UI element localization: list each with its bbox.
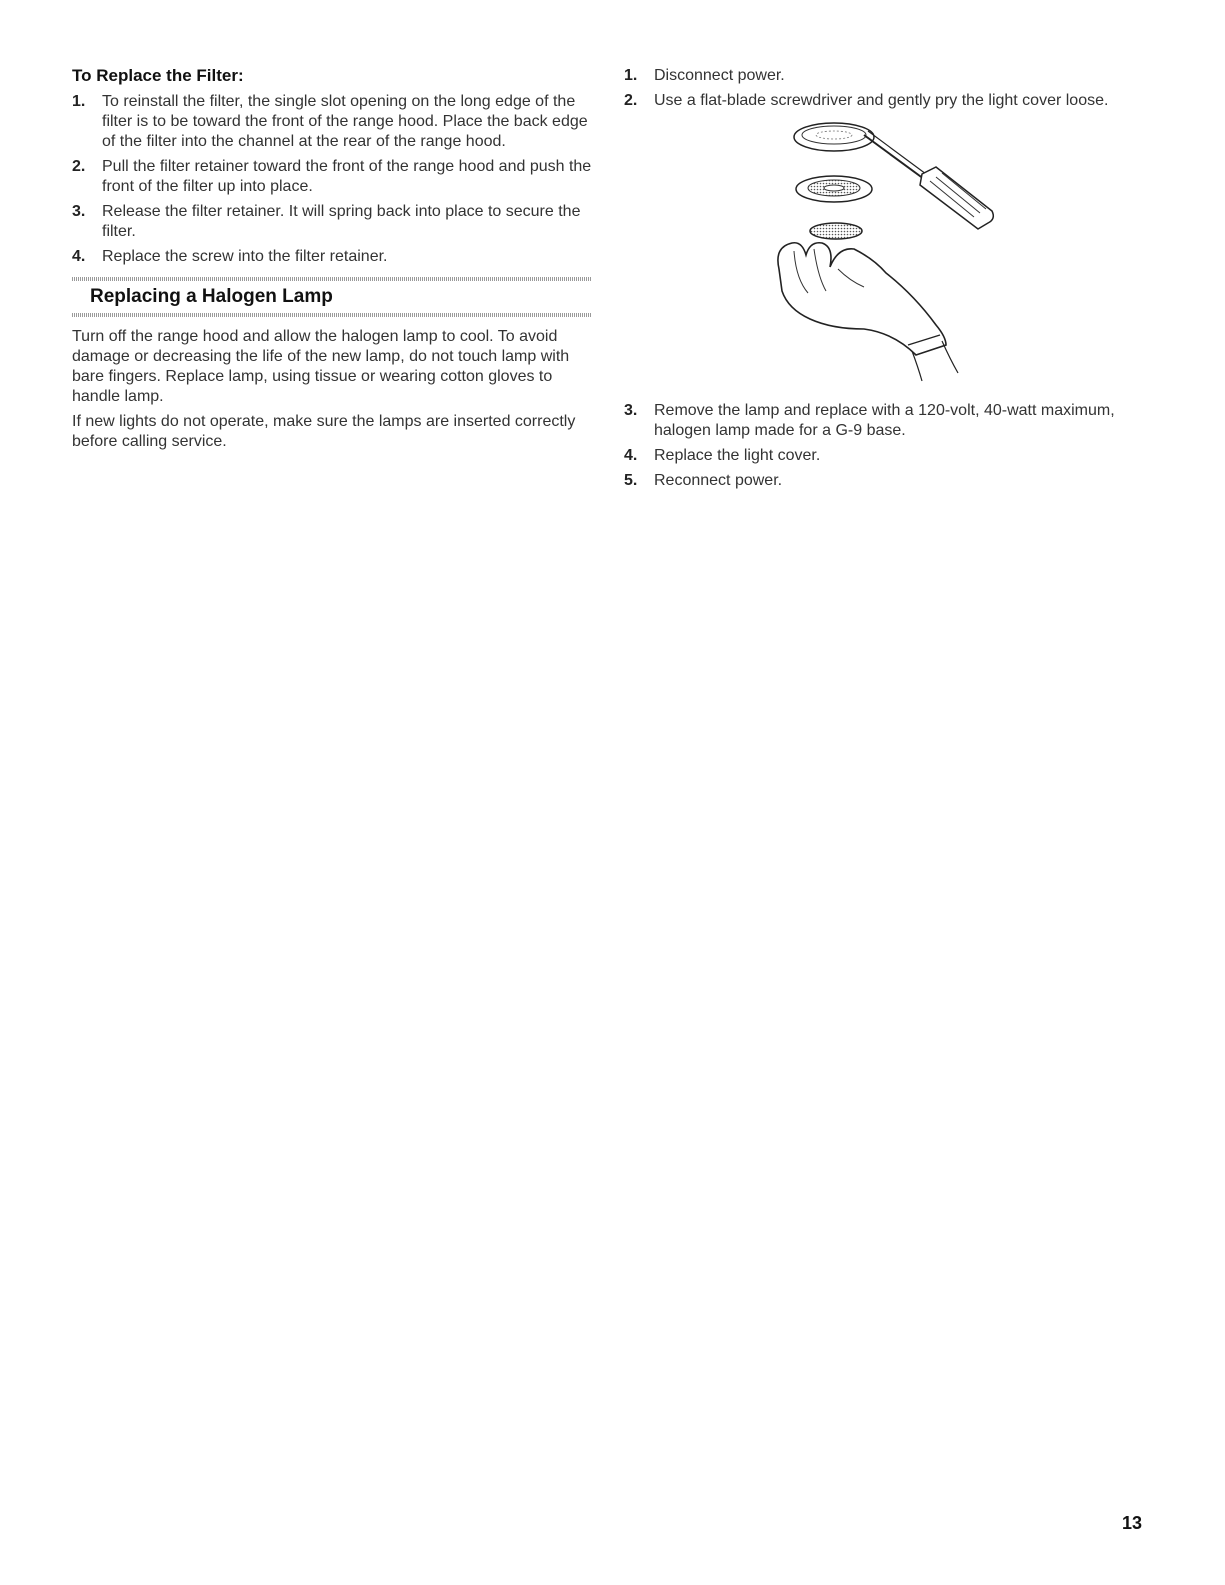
step-number: 4. [72, 248, 86, 265]
lamp-socket-icon [796, 176, 872, 202]
section-rule-bottom [72, 313, 592, 317]
step-text: Disconnect power. [654, 67, 785, 84]
step-text: Replace the light cover. [654, 447, 821, 464]
gloved-hand-screwdriver-illustration [624, 119, 1044, 389]
lamp-step [624, 66, 1124, 86]
filter-steps-list [72, 92, 592, 267]
step-text: Pull the filter retainer toward the front of the range hood and push the front of the filter up into place. [102, 158, 592, 195]
step-number: 1. [72, 93, 86, 110]
page-number: 13 [1121, 1513, 1142, 1533]
screwdriver-icon [864, 131, 993, 229]
lamp-step [624, 446, 1124, 466]
lamp-paragraph: Turn off the range hood and allow the halogen lamp to cool. To avoid damage or decreasing the life of the new lamp, do not touch lamp with bare fingers. Replace lamp, using tissue or wearing cotton gloves to handle lamp. [72, 328, 570, 405]
step-text: Replace the screw into the filter retainer. [102, 248, 388, 265]
step-text: Remove the lamp and replace with a 120-volt, 40-watt maximum, halogen lamp made for a G-9 base. [654, 402, 1115, 439]
step-number: 3. [624, 402, 638, 419]
filter-step [72, 157, 592, 197]
step-number: 3. [72, 203, 86, 220]
step-number: 2. [624, 92, 638, 109]
lamp-paragraph: If new lights do not operate, make sure the lamps are inserted correctly before calling service. [72, 413, 576, 450]
filter-step [72, 247, 592, 267]
light-cover-icon [794, 123, 874, 151]
filter-step [72, 202, 592, 242]
step-text: Use a flat-blade screwdriver and gently pry the light cover loose. [654, 92, 1109, 109]
step-number: 4. [624, 447, 638, 464]
step-text: Reconnect power. [654, 472, 783, 489]
step-number: 2. [72, 158, 86, 175]
lamp-steps-list-before [624, 66, 1124, 111]
lamp-step [624, 91, 1124, 111]
gloved-hand-icon [778, 243, 958, 381]
lamp-section-title: Replacing a Halogen Lamp [90, 286, 333, 307]
filter-step [72, 92, 592, 152]
left-column [72, 66, 592, 457]
lamp-step [624, 401, 1124, 441]
lens-icon [810, 223, 862, 239]
filter-heading: To Replace the Filter: [72, 66, 244, 85]
right-column [624, 66, 1124, 496]
step-text: To reinstall the filter, the single slot opening on the long edge of the filter is to be toward the front of the range hood. Place the back edge of the filter into the channel at the rear of the range hood. [102, 93, 588, 150]
step-number: 5. [624, 472, 638, 489]
lamp-step [624, 471, 1124, 491]
step-text: Release the filter retainer. It will spring back into place to secure the filter. [102, 203, 581, 240]
lamp-steps-list-after [624, 401, 1124, 491]
step-number: 1. [624, 67, 638, 84]
